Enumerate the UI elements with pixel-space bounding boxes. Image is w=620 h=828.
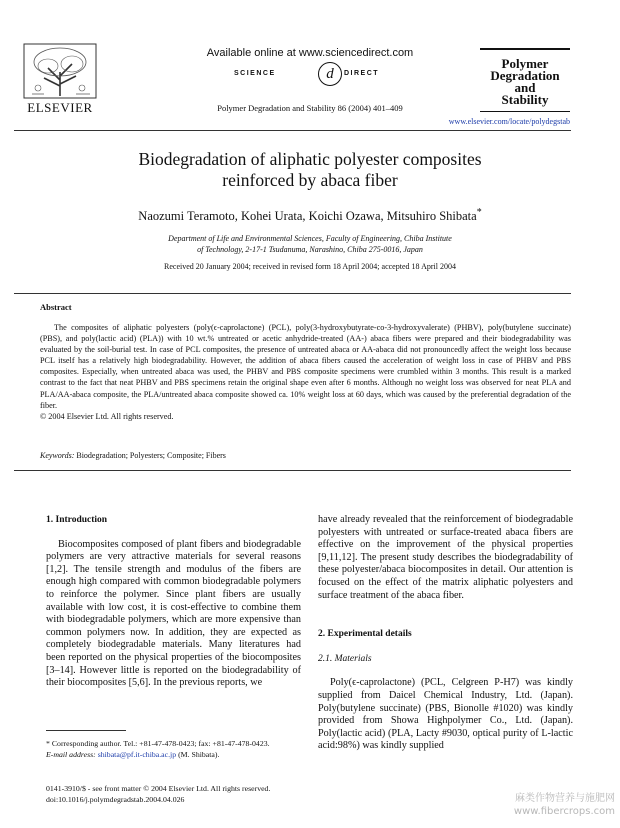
corresponding-author-note: * Corresponding author. Tel.: +81-47-478-0423; fax: +81-47-478-0423. [46,739,270,748]
footnote [46,739,301,760]
article-title [60,149,560,191]
section-2-1-paragraph: Poly(ϵ-caprolactone) (PCL, Celgreen P-H7) was kindly supplied from Daicel Chemical Industry, Ltd. (Japan). Poly(butylene succinate) (PBS, Bionolle #1020) was kindly provided from Showa Highpolymer Co., Ltd. (Japan). Poly(lactic acid) (PLA, Lacty #9030, optical purity of L-lactic acid:98%) was kindly supplied [318,677,573,752]
doi-line[interactable]: doi:10.1016/j.polymdegradstab.2004.04.026 [46,795,185,804]
abstract-heading: Abstract [40,302,72,312]
title-line: Biodegradation of aliphatic polyester composites [138,149,482,169]
available-online[interactable]: Available online at www.sciencedirect.com [206,47,414,59]
sciencedirect-logo[interactable] [228,62,388,86]
authors [40,207,580,224]
journal-citation: Polymer Degradation and Stability 86 (2004) 401–409 [217,103,403,113]
journal-url-link[interactable]: www.elsevier.com/locate/polydegstab [448,117,570,126]
title-line: reinforced by abaca fiber [222,170,398,190]
right-column [318,514,573,753]
watermark-line-2: www.fibercrops.com [513,806,615,817]
section-2-heading: 2. Experimental details [318,629,412,640]
email-label: E-mail address: [46,749,96,759]
sd-logo-left: SCIENCE [234,70,276,77]
journal-name-line: Degradation [490,68,560,83]
abstract-top-rule [14,293,571,294]
keywords-label: Keywords: [40,451,75,460]
elsevier-wordmark: ELSEVIER [27,100,93,115]
email-suffix: (M. Shibata). [178,749,220,759]
journal-name-line: and [514,80,536,95]
sd-logo-mark: d [318,62,342,86]
abstract-body [40,322,571,422]
abstract-text: The composites of aliphatic polyesters (poly(ϵ-caprolactone) (PCL), poly(3-hydroxybutyrate-co-3-hydroxyvalerate) (PHBV), poly(butylene succinate) (PBS), and poly(lactic acid) (PLA)) with 10 wt.% untreated or acetic anhydride-treated (AA-) abaca fibers were prepared and their biodegradability was evaluated by the soil-burial test. In case of PCL composites, the presence of untreated abaca or AA-abaca did not pronouncedly affect the weight loss because PCL itself has a relatively high biodegradability. However, the addition of abaca fibers caused the acceleration of weight loss in case of PHBV and PBS composites. Especially, when untreated abaca was used, the PHBV and PBS composite specimens were crumbled within 3 months. This result is a marked contrast to the fact that neat PHBV and PBS specimens retain the original shape even after 6 months. Although no weight loss was observed for neat PLA and PLA/AA-abaca composite, the PLA/untreated abaca composite showed ca. 10% weight loss at 60 days, which was caused by the preferential degradation of the fiber. [40,323,571,410]
section-2-1-heading: 2.1. Materials [318,653,372,664]
watermark-line-1: 麻类作物营养与施肥网 [515,793,615,804]
header-rule [14,130,571,131]
affiliation-line: Department of Life and Environmental Sciences, Faculty of Engineering, Chiba Institute [168,234,452,243]
journal-name-line: Polymer [501,56,549,71]
corresponding-mark[interactable]: * [476,207,482,218]
affiliation [60,233,560,255]
section-1-heading: 1. Introduction [46,515,108,525]
journal-name-box [480,48,570,112]
journal-name-line: Stability [501,92,549,107]
email-link[interactable]: shibata@pf.it-chiba.ac.jp [97,749,177,759]
author-list: Naozumi Teramoto, Kohei Urata, Koichi Ozawa, Mitsuhiro Shibata [138,209,477,224]
received-dates: Received 20 January 2004; received in revised form 18 April 2004; accepted 18 April 2004 [164,262,456,271]
affiliation-line: of Technology, 2-17-1 Tsudanuma, Narashino, Chiba 275-0016, Japan [197,245,423,254]
sd-logo-right: DIRECT [344,70,380,77]
front-matter [46,783,346,805]
section-1-paragraph: Biocomposites composed of plant fibers and biodegradable polymers are very attractive materials for several reasons [1,2]. The tensile strength and modulus of the fibers are enough high compared with common biodegradable polymers to reinforce the polymer. Since plant fibers are usually available with low cost, it is cost-effective to combine them with biodegradable polymers, which are more expensive than common polymers now. In addition, they are expected as completely biodegradable materials. Many literatures had been reported on the physical properties of the biocomposites [3–14]. However little is reported on the biodegradability of their biocomposites [5,6]. In the previous reports, we [46,538,301,689]
left-column [46,514,301,690]
abstract-copyright: © 2004 Elsevier Ltd. All rights reserved. [40,411,174,421]
issn-line: 0141-3910/$ - see front matter © 2004 Elsevier Ltd. All rights reserved. [46,784,271,793]
keywords-list: Biodegradation; Polyesters; Composite; Fibers [76,451,226,460]
intro-continued-paragraph: have already revealed that the reinforcement of biodegradable polyesters with untreated or surface-treated abaca fibers are effective on the improvement of the physical properties [9,11,12]. The present study describes the biodegradability of these polyester/abaca biocomposites in detail. Our attention is focused on the effect of the matrix aliphatic polyesters and surface treatment of the abaca fiber. [318,514,573,601]
keywords [40,451,226,460]
site-watermark [440,792,615,818]
footnote-rule [46,730,126,731]
keywords-rule [14,470,571,471]
